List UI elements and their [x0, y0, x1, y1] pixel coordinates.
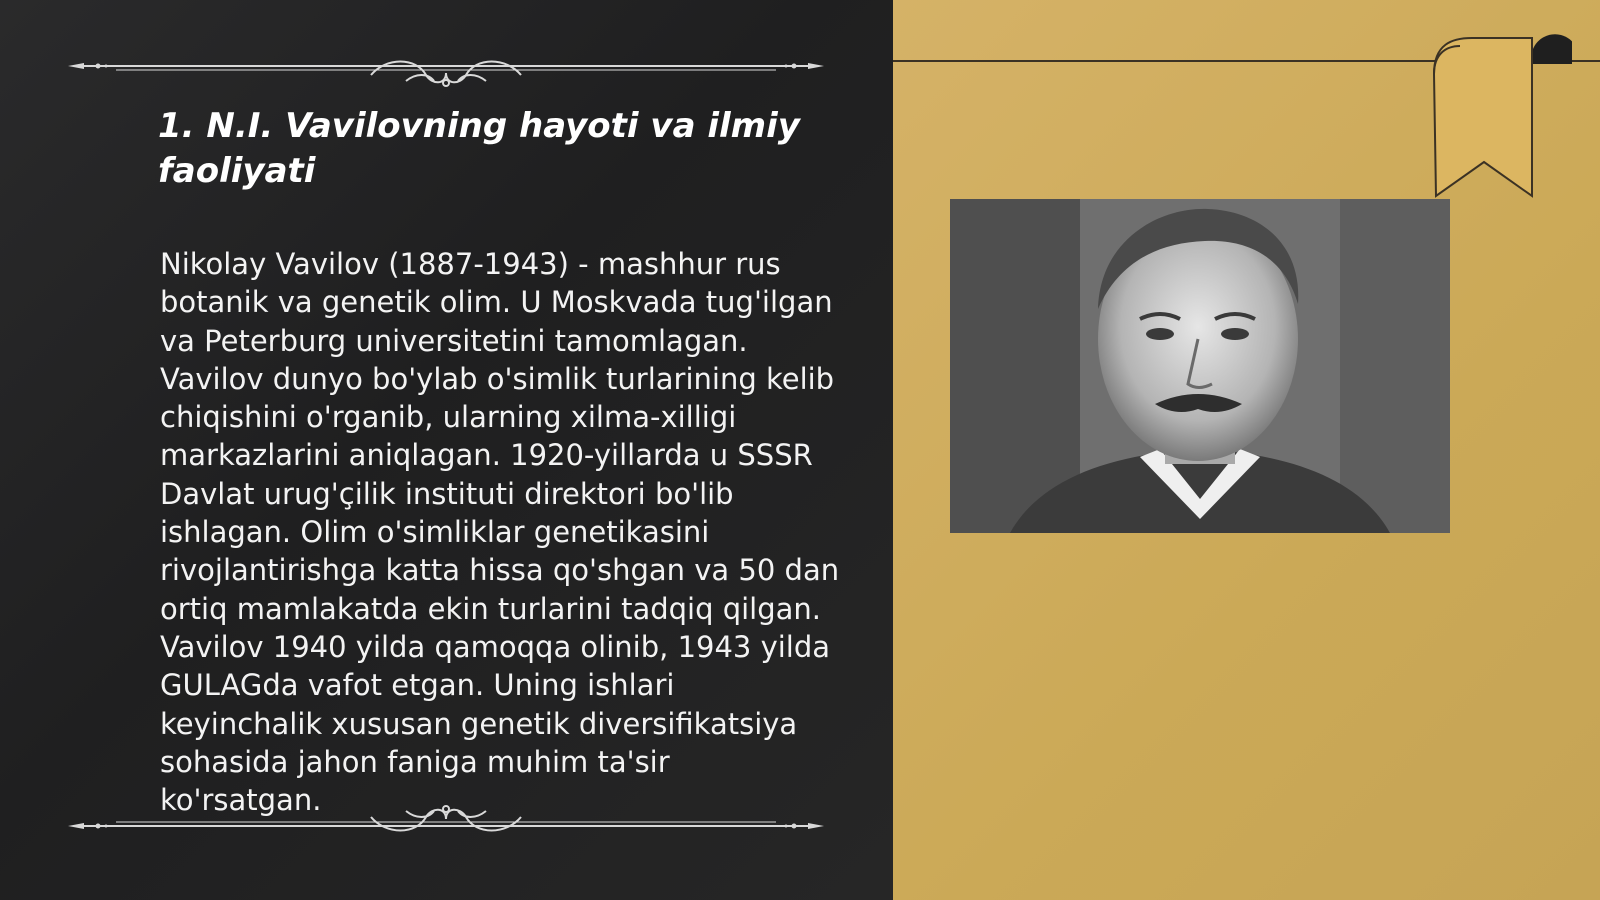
ornamental-divider-top-icon — [66, 45, 826, 89]
slide-title: 1. N.I. Vavilovning hayoti va ilmiy faoliyati — [158, 106, 800, 191]
slide-body-text: Nikolay Vavilov (1887-1943) - mashhur rus botanik va genetik olim. U Moskvada tug'ilgan va Peterburg universitetini tamomlagan. Vavilov dunyo bo'ylab o'simlik turlarining kelib chiqishini o'rganib, ularning xilma-xilligi markazlarini aniqlagan. 1920-yillarda u SSSR Davlat urug'çilik instituti direktori bo'lib ishlagan. Olim o'simliklar genetikasini rivojlantirishga katta hissa qo'shgan va 50 dan ortiq mamlakatda ekin turlarini tadqiq qilgan. Vavilov 1940 yilda qamoqqa olinib, 1943 yilda GULAGda vafot etgan. Uning ishlari keyinchalik xususan genetik diversifikatsiya sohasida jahon faniga muhim ta'sir ko'rsatgan. — [160, 247, 840, 818]
bookmark-icon — [1432, 34, 1572, 204]
ornamental-divider-bottom-icon — [66, 803, 826, 847]
portrait-photo — [950, 199, 1450, 533]
